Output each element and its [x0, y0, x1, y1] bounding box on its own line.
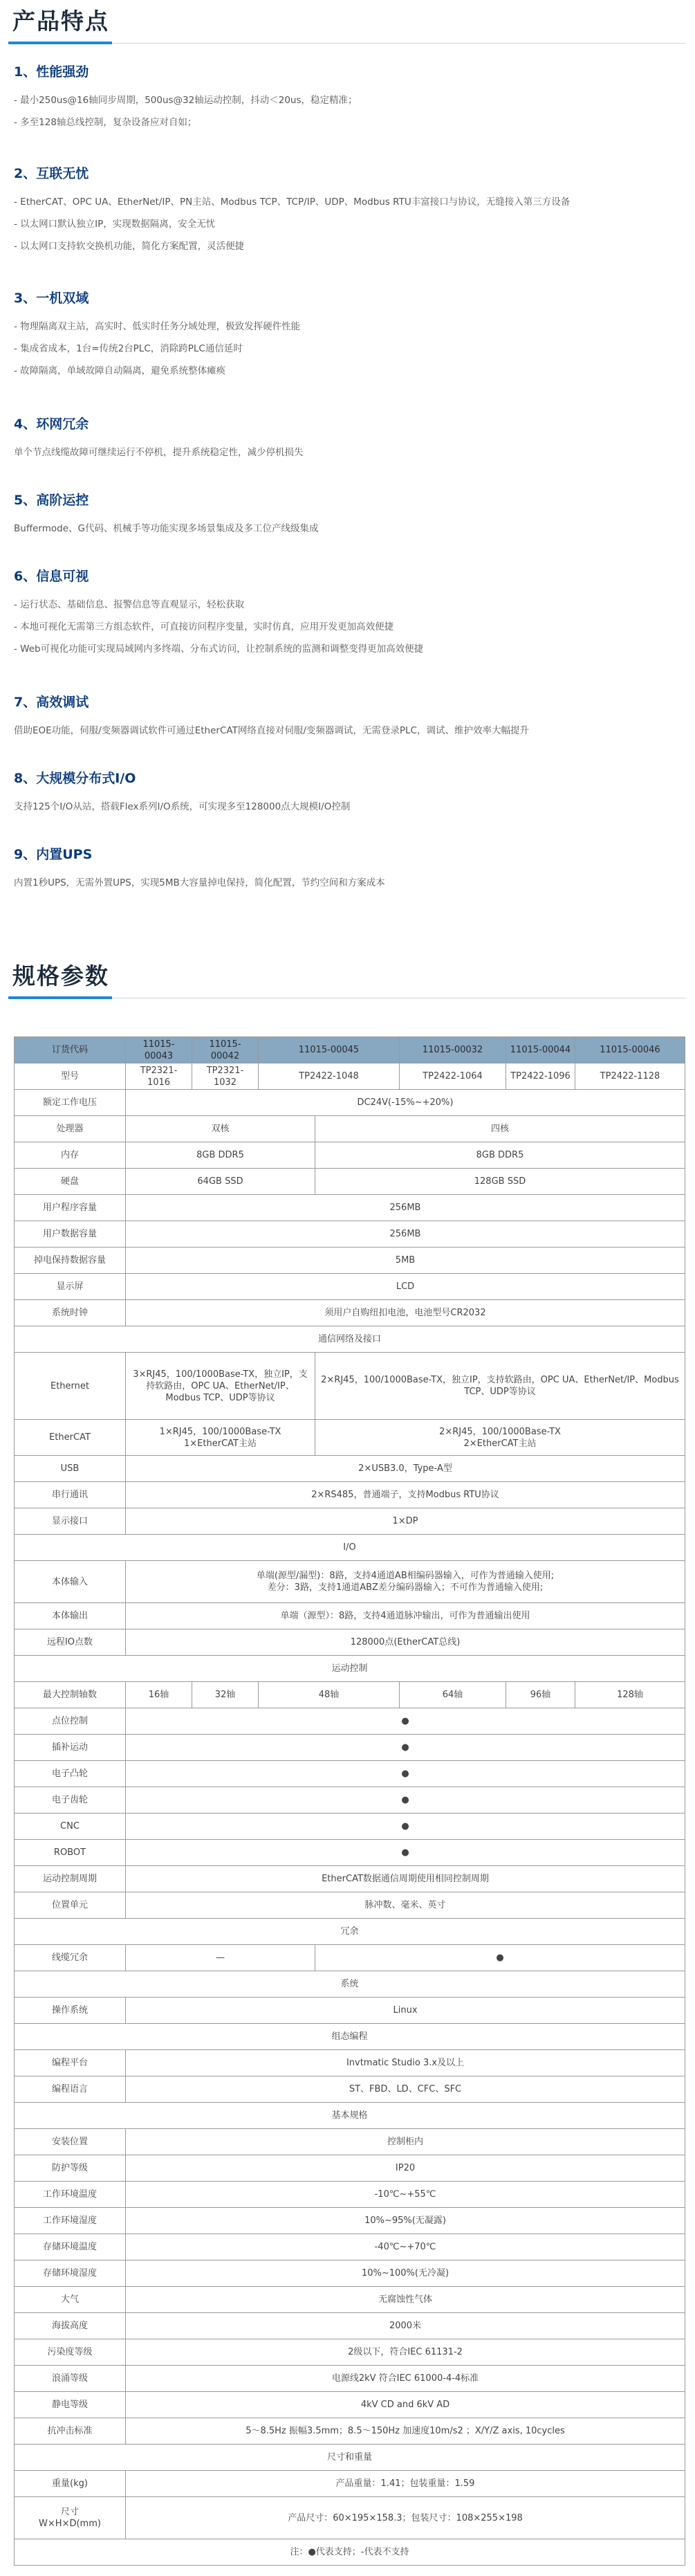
size-label-line: 尺寸 [60, 2507, 79, 2517]
spec-label: 静电等级 [15, 2392, 126, 2418]
clock-row [15, 1300, 685, 1326]
table-note: 注：●代表支持；-代表不支持 [15, 2539, 685, 2566]
os-row [15, 1998, 685, 2024]
spec-value: 64GB SSD [126, 1169, 315, 1195]
order-code-label: 订货代码 [15, 1037, 126, 1063]
axes-row [15, 1682, 685, 1708]
spec-label [15, 2497, 126, 2539]
atmosphere-row [15, 2287, 685, 2313]
spec-value: 5～8.5Hz 振幅3.5mm；8.5～150Hz 加速度10m/s2 ；X/Y/Z axis, 10cycles [126, 2418, 685, 2445]
spec-value: 2×RJ45，100/1000Base-TX，独立IP，支持软路由，OPC UA、EtherNet/IP、Modbus TCP、UDP等协议 [315, 1353, 685, 1420]
spec-label: 重量(kg) [15, 2471, 126, 2497]
model-cell: TP2422-1064 [400, 1063, 506, 1090]
feature-advanced-motion [14, 491, 685, 540]
model-row [15, 1063, 685, 1090]
ethernet-row [15, 1353, 685, 1420]
features-accent-bar [8, 42, 112, 44]
surge-row [15, 2366, 685, 2392]
ram-row [15, 1142, 685, 1169]
spec-label: 存储环境湿度 [15, 2260, 126, 2287]
spec-value: IP20 [126, 2155, 685, 2182]
io-input-row [15, 1561, 685, 1603]
protection-row [15, 2155, 685, 2182]
spec-label: 位置单元 [15, 1892, 126, 1919]
io-output-row [15, 1603, 685, 1629]
spec-label: 操作系统 [15, 1998, 126, 2024]
note-row [15, 2539, 685, 2566]
order-code-cell: 11015-00043 [126, 1037, 192, 1063]
spec-value: 128000点(EtherCAT总线) [126, 1629, 685, 1656]
retain-row [15, 1248, 685, 1274]
feature-title: 3、一机双域 [14, 291, 89, 306]
spec-value: 1×DP [126, 1508, 685, 1535]
feature-line: - 物理隔离双主站，高实时、低实时任务分域处理，极致发挥硬件性能 [14, 321, 301, 332]
spec-label: Ethernet [15, 1353, 126, 1420]
spec-value: 3×RJ45，100/1000Base-TX，独立IP，支持软路由，OPC UA、EtherNet/IP、Modbus TCP、UDP等协议 [126, 1353, 315, 1420]
esd-row [15, 2392, 685, 2418]
spec-label: 电子凸轮 [15, 1761, 126, 1787]
specs-title: 规格参数 [12, 962, 109, 989]
install-row [15, 2129, 685, 2155]
altitude-row [15, 2313, 685, 2339]
voltage-row [15, 1090, 685, 1116]
feature-visualization [14, 567, 685, 660]
spec-label: 工作环境温度 [15, 2182, 126, 2208]
motion-cycle-row [15, 1866, 685, 1892]
feature-title: 4、环网冗余 [14, 417, 89, 432]
spec-label: 用户程序容量 [15, 1195, 126, 1221]
io-section-row [15, 1535, 685, 1561]
feature-line: - Web可视化功能可实现局域网内多终端、分布式访问，让控制系统的监测和调整变得更加高效便捷 [14, 643, 424, 655]
robot-row [15, 1840, 685, 1866]
electronic-cam-row [15, 1761, 685, 1787]
spec-label: 内存 [15, 1142, 126, 1169]
ethercat-master-text: 1×EtherCAT主站 [184, 1438, 257, 1449]
feature-title: 8、大规模分布式I/O [14, 771, 136, 786]
spec-table [14, 1036, 685, 2566]
spec-value: Linux [126, 1998, 685, 2024]
feature-title: 6、信息可视 [14, 569, 89, 584]
features-title: 产品特点 [12, 8, 109, 35]
spec-label: 显示接口 [15, 1508, 126, 1535]
feature-line: 单个节点线缆故障可继续运行不停机，提升系统稳定性，减少停机损失 [14, 447, 304, 458]
spec-value [126, 1561, 685, 1603]
model-cell: TP2321-1016 [126, 1063, 192, 1090]
spec-label: 海拔高度 [15, 2313, 126, 2339]
spec-value: 4kV CD and 6kV AD [126, 2392, 685, 2418]
spec-value: 256MB [126, 1195, 685, 1221]
user-data-row [15, 1221, 685, 1248]
ethercat-master-text: 2×EtherCAT主站 [463, 1438, 537, 1449]
spec-label: 掉电保持数据容量 [15, 1248, 126, 1274]
model-label: 型号 [15, 1063, 126, 1090]
spec-label: ROBOT [15, 1840, 126, 1866]
spec-label: 存储环境温度 [15, 2234, 126, 2260]
spec-label: 线缆冗余 [15, 1945, 126, 1971]
io-input-line: 单端(源型/漏型)：8路，支持4通道AB相编码器输入，可作为普通输入使用; [256, 1571, 555, 1581]
feature-line: - 运行状态、基础信息、报警信息等直观显示，轻松获取 [14, 599, 245, 610]
spec-label: 安装位置 [15, 2129, 126, 2155]
spec-value: 2级以下，符合IEC 61131-2 [126, 2339, 685, 2366]
platform-row [15, 2050, 685, 2076]
support-dot: ● [126, 1708, 685, 1735]
section-heading-cell: 运动控制 [15, 1656, 685, 1682]
order-code-cell: 11015-00042 [192, 1037, 259, 1063]
section-heading-cell: 基本规格 [15, 2103, 685, 2129]
spec-value: 产品重量：1.41；包装重量：1.59 [126, 2471, 685, 2497]
spec-label: 工作环境湿度 [15, 2208, 126, 2234]
spec-value: 8GB DDR5 [126, 1142, 315, 1169]
spec-label: 抗冲击标准 [15, 2418, 126, 2445]
order-code-cell: 11015-00045 [259, 1037, 400, 1063]
spec-value: 四核 [315, 1116, 685, 1142]
spec-label: 大气 [15, 2287, 126, 2313]
spec-label: 串行通讯 [15, 1482, 126, 1508]
feature-connectivity [14, 165, 685, 257]
model-cell: TP2422-1096 [506, 1063, 575, 1090]
support-dot: ● [315, 1945, 685, 1971]
spec-value: 须用户自购纽扣电池，电池型号CR2032 [126, 1300, 685, 1326]
spec-value: DC24V(-15%~+20%) [126, 1090, 685, 1116]
spec-label: 系统时钟 [15, 1300, 126, 1326]
work-temp-row [15, 2182, 685, 2208]
ethercat-row [15, 1420, 685, 1456]
feature-title: 7、高效调试 [14, 695, 89, 710]
spec-value: ST、FBD、LD、CFC、SFC [126, 2076, 685, 2103]
spec-value: 10%~100%(无冷凝) [126, 2260, 685, 2287]
storage-temp-row [15, 2234, 685, 2260]
spec-label: 硬盘 [15, 1169, 126, 1195]
feature-line: 内置1秒UPS，无需外置UPS，实现5MB大容量掉电保持，简化配置，节约空间和方案成本 [14, 877, 385, 888]
section-heading-cell: 通信网络及接口 [15, 1326, 685, 1353]
axes-cell: 48轴 [259, 1682, 400, 1708]
cpu-row [15, 1116, 685, 1142]
spec-value: 10%~95%(无凝露) [126, 2208, 685, 2234]
feature-ups [14, 846, 685, 894]
spec-label: 额定工作电压 [15, 1090, 126, 1116]
prog-section-row [15, 2024, 685, 2050]
spec-label: 运动控制周期 [15, 1866, 126, 1892]
system-section-row [15, 1971, 685, 1998]
spec-value: 256MB [126, 1221, 685, 1248]
spec-label: 本体输入 [15, 1561, 126, 1603]
spec-value: 无腐蚀性气体 [126, 2287, 685, 2313]
feature-line: - 最小250us@16轴同步周期，500us@32轴运动控制，抖动＜20us，稳定精准； [14, 95, 358, 106]
ethercat-port-text: 2×RJ45，100/1000Base-TX [439, 1426, 561, 1437]
spec-label: 污染度等级 [15, 2339, 126, 2366]
feature-line: - EtherCAT、OPC UA、EtherNet/IP、PN主站、Modbus TCP、TCP/IP、UDP、Modbus RTU丰富接口与协议，无缝接入第三方设备 [14, 197, 571, 208]
feature-performance [14, 63, 685, 134]
ethercat-port-text: 1×RJ45，100/1000Base-TX [159, 1426, 281, 1437]
spec-label: 用户数据容量 [15, 1221, 126, 1248]
spec-value: 2×RS485，普通端子，支持Modbus RTU协议 [126, 1482, 685, 1508]
feature-ring-redundancy [14, 415, 685, 464]
feature-dual-domain [14, 289, 685, 382]
spec-label: 编程平台 [15, 2050, 126, 2076]
usb-row [15, 1456, 685, 1482]
feature-distributed-io [14, 769, 685, 818]
spec-label: 插补运动 [15, 1735, 126, 1761]
language-row [15, 2076, 685, 2103]
cnc-row [15, 1814, 685, 1840]
spec-value: 128GB SSD [315, 1169, 685, 1195]
spec-value: 电源线2kV 符合IEC 61000-4-4标准 [126, 2366, 685, 2392]
electronic-gear-row [15, 1787, 685, 1814]
pollution-row [15, 2339, 685, 2366]
spec-value: 脉冲数、毫米、英寸 [126, 1892, 685, 1919]
point-control-row [15, 1708, 685, 1735]
spec-value: -10℃~+55℃ [126, 2182, 685, 2208]
not-supported-mark: — [126, 1945, 315, 1971]
support-dot: ● [126, 1814, 685, 1840]
specs-accent-bar [8, 996, 112, 999]
spec-label: CNC [15, 1814, 126, 1840]
io-input-line: 差分：3路，支持1通道ABZ差分编码器输入；不可作为普通输入使用; [267, 1582, 544, 1593]
interpolation-row [15, 1735, 685, 1761]
spec-value: 5MB [126, 1248, 685, 1274]
spec-value: 控制柜内 [126, 2129, 685, 2155]
feature-line: - 本地可视化无需第三方组态软件，可直接访问程序变量，实时仿真，应用开发更加高效便捷 [14, 621, 394, 632]
axes-cell: 128轴 [575, 1682, 685, 1708]
spec-value: Invtmatic Studio 3.x及以上 [126, 2050, 685, 2076]
spec-value [315, 1420, 685, 1456]
dimensions-row [15, 2497, 685, 2539]
model-cell: TP2422-1128 [575, 1063, 685, 1090]
feature-line: - 以太网口默认独立IP，实现数据隔离，安全无忧 [14, 219, 216, 230]
feature-line: - 多至128轴总线控制，复杂设备应对自如； [14, 117, 197, 128]
support-dot: ● [126, 1787, 685, 1814]
axes-cell: 16轴 [126, 1682, 192, 1708]
spec-label: 远程IO点数 [15, 1629, 126, 1656]
serial-row [15, 1482, 685, 1508]
section-heading-cell: 冗余 [15, 1919, 685, 1945]
axes-cell: 96轴 [506, 1682, 575, 1708]
display-port-row [15, 1508, 685, 1535]
spec-value: EtherCAT数据通信周期使用相同控制周期 [126, 1866, 685, 1892]
order-code-row [15, 1037, 685, 1063]
spec-label: 电子齿轮 [15, 1787, 126, 1814]
comm-section-row [15, 1326, 685, 1353]
feature-line: - 集成省成本，1台=传统2台PLC，消除跨PLC通信延时 [14, 343, 243, 354]
feature-line: Buffermode、G代码、机械手等功能实现多场景集成及多工位产线级集成 [14, 523, 319, 534]
spec-value: -40℃~+70℃ [126, 2234, 685, 2260]
spec-label: 编程语言 [15, 2076, 126, 2103]
feature-title: 1、性能强劲 [14, 64, 89, 80]
order-code-cell: 11015-00044 [506, 1037, 575, 1063]
spec-value: 单端（源型）：8路，支持4通道脉冲输出，可作为普通输出使用 [126, 1603, 685, 1629]
model-cell: TP2422-1048 [259, 1063, 400, 1090]
feature-line: - 故障隔离，单域故障自动隔离，避免系统整体瘫痪 [14, 365, 226, 376]
support-dot: ● [126, 1840, 685, 1866]
remote-io-row [15, 1629, 685, 1656]
size-label-line: W×H×D(mm) [39, 2519, 101, 2529]
spec-label: 浪涌等级 [15, 2366, 126, 2392]
spec-label: 最大控制轴数 [15, 1682, 126, 1708]
order-code-cell: 11015-00046 [575, 1037, 685, 1063]
order-code-cell: 11015-00032 [400, 1037, 506, 1063]
support-dot: ● [126, 1735, 685, 1761]
storage-humidity-row [15, 2260, 685, 2287]
feature-title: 2、互联无忧 [14, 166, 89, 181]
spec-value: 双核 [126, 1116, 315, 1142]
spec-label: USB [15, 1456, 126, 1482]
feature-title: 5、高阶运控 [14, 493, 89, 508]
spec-value: LCD [126, 1274, 685, 1300]
spec-value [126, 1420, 315, 1456]
spec-label: EtherCAT [15, 1420, 126, 1456]
feature-line: 借助EOE功能，伺服/变频器调试软件可通过EtherCAT网络直接对伺服/变频器调试，无需登录PLC，调试、维护效率大幅提升 [14, 725, 529, 736]
feature-title: 9、内置UPS [14, 847, 93, 862]
axes-cell: 32轴 [192, 1682, 259, 1708]
work-humidity-row [15, 2208, 685, 2234]
section-heading-cell: 尺寸和重量 [15, 2445, 685, 2471]
spec-value: 8GB DDR5 [315, 1142, 685, 1169]
spec-value: 2×USB3.0，Type-A型 [126, 1456, 685, 1482]
redundancy-section-row [15, 1919, 685, 1945]
spec-value: 2000米 [126, 2313, 685, 2339]
feature-line: 支持125个I/O从站，搭载Flex系列I/O系统，可实现多至128000点大规模I/O控制 [14, 801, 351, 812]
axes-cell: 64轴 [400, 1682, 506, 1708]
spec-label: 处理器 [15, 1116, 126, 1142]
section-heading-cell: 系统 [15, 1971, 685, 1998]
spec-value: 产品尺寸：60×195×158.3；包装尺寸：108×255×198 [126, 2497, 685, 2539]
feature-debugging [14, 693, 685, 742]
section-heading-cell: I/O [15, 1535, 685, 1561]
disk-row [15, 1169, 685, 1195]
spec-label: 本体输出 [15, 1603, 126, 1629]
size-section-row [15, 2445, 685, 2471]
shock-row [15, 2418, 685, 2445]
weight-row [15, 2471, 685, 2497]
support-dot: ● [126, 1761, 685, 1787]
spec-label: 点位控制 [15, 1708, 126, 1735]
spec-label: 显示屏 [15, 1274, 126, 1300]
model-cell: TP2321-1032 [192, 1063, 259, 1090]
feature-line: - 以太网口支持软交换机功能，简化方案配置，灵活便捷 [14, 241, 245, 252]
ring-redundancy-row [15, 1945, 685, 1971]
motion-section-row [15, 1656, 685, 1682]
position-unit-row [15, 1892, 685, 1919]
user-program-row [15, 1195, 685, 1221]
section-heading-cell: 组态编程 [15, 2024, 685, 2050]
spec-label: 防护等级 [15, 2155, 126, 2182]
display-row [15, 1274, 685, 1300]
basic-section-row [15, 2103, 685, 2129]
